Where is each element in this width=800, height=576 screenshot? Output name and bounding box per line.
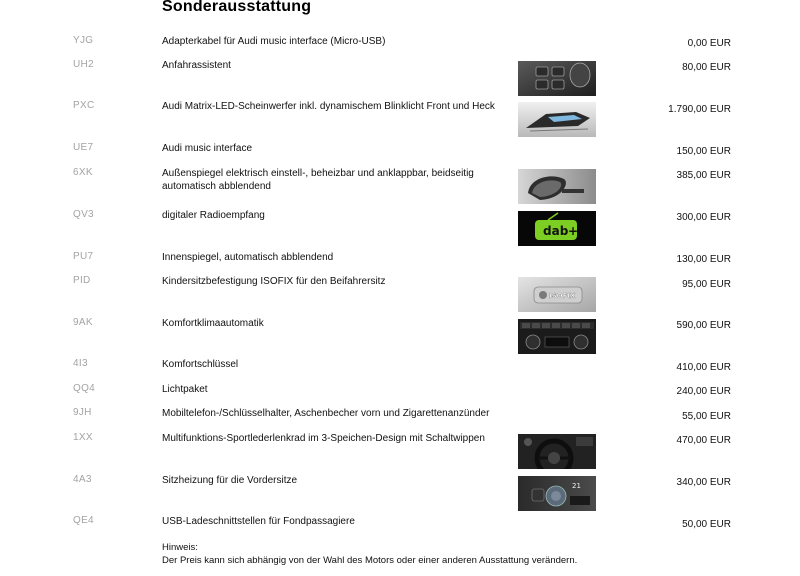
option-price: 130,00 EUR	[676, 254, 731, 265]
option-code: UH2	[73, 59, 94, 70]
option-code: 4I3	[73, 358, 88, 369]
option-row	[0, 167, 800, 207]
option-price: 470,00 EUR	[676, 435, 731, 446]
option-description: Audi Matrix-LED-Scheinwerfer inkl. dynamischem Blinklicht Front und Heck	[162, 101, 495, 112]
side-mirror-photo	[518, 169, 596, 204]
option-row	[0, 275, 800, 315]
option-price: 240,00 EUR	[676, 386, 731, 397]
option-description: Audi music interface	[162, 143, 253, 154]
option-code: QV3	[73, 209, 94, 220]
option-description: Innenspiegel, automatisch abblendend	[162, 252, 334, 263]
option-description: Komfortklimaautomatik	[162, 318, 264, 329]
gear-selector-photo	[518, 61, 596, 96]
section-title: Sonderausstattung	[162, 0, 312, 15]
option-price: 80,00 EUR	[682, 62, 731, 73]
option-price: 340,00 EUR	[676, 477, 731, 488]
option-price: 410,00 EUR	[676, 362, 731, 373]
option-price: 590,00 EUR	[676, 320, 731, 331]
option-description: digitaler Radioempfang	[162, 210, 265, 221]
option-price: 300,00 EUR	[676, 212, 731, 223]
option-code: 4A3	[73, 474, 92, 485]
seat-heating-photo	[518, 476, 596, 511]
option-row	[0, 474, 800, 514]
svg-text:dab: dab	[543, 224, 569, 238]
option-code: PU7	[73, 251, 94, 262]
option-code: PID	[73, 275, 91, 286]
option-row	[0, 317, 800, 357]
option-code: 6XK	[73, 167, 93, 178]
isofix-photo	[518, 277, 596, 312]
option-description: Lichtpaket	[162, 384, 208, 395]
option-price: 95,00 EUR	[682, 279, 731, 290]
option-code: YJG	[73, 35, 94, 46]
option-code: PXC	[73, 100, 95, 111]
option-row	[0, 142, 800, 164]
option-row	[0, 358, 800, 380]
svg-text:+: +	[568, 224, 579, 238]
option-row	[0, 59, 800, 99]
option-price: 55,00 EUR	[682, 411, 731, 422]
option-description: Multifunktions-Sportlederlenkrad im 3-Speichen-Design mit Schaltwippen	[162, 433, 485, 444]
option-row	[0, 515, 800, 537]
option-row	[0, 383, 800, 405]
option-price: 385,00 EUR	[676, 170, 731, 181]
note-text: Der Preis kann sich abhängig von der Wahl des Motors oder einer anderen Ausstattung verändern.	[162, 555, 578, 566]
option-description: Adapterkabel für Audi music interface (Micro-USB)	[162, 36, 386, 47]
dab-logo	[518, 211, 596, 246]
option-code: UE7	[73, 142, 94, 153]
option-price: 1.790,00 EUR	[668, 104, 731, 115]
option-row	[0, 209, 800, 249]
option-description: USB-Ladeschnittstellen für Fondpassagiere	[162, 516, 355, 527]
option-price: 150,00 EUR	[676, 146, 731, 157]
option-description: Außenspiegel elektrisch einstell-, beheizbar und anklappbar, beidseitig automatisch abblendend	[162, 168, 474, 192]
option-price: 50,00 EUR	[682, 519, 731, 530]
option-code: QE4	[73, 515, 94, 526]
climate-control-photo	[518, 319, 596, 354]
option-row	[0, 100, 800, 142]
svg-text:21: 21	[572, 482, 581, 490]
option-price: 0,00 EUR	[687, 38, 731, 49]
option-row	[0, 407, 800, 429]
option-description: Mobiltelefon-/Schlüsselhalter, Aschenbecher vorn und Zigarettenanzünder	[162, 408, 490, 419]
option-description: Anfahrassistent	[162, 60, 231, 71]
steering-wheel-photo	[518, 434, 596, 469]
option-description: Sitzheizung für die Vordersitze	[162, 475, 298, 486]
option-code: 9JH	[73, 407, 92, 418]
option-code: 9AK	[73, 317, 93, 328]
price-note	[162, 541, 577, 567]
option-code: QQ4	[73, 383, 96, 394]
svg-text:ISOFIX: ISOFIX	[549, 292, 576, 300]
option-row	[0, 432, 800, 472]
option-description: Kindersitzbefestigung ISOFIX für den Beifahrersitz	[162, 276, 386, 287]
option-row	[0, 251, 800, 273]
option-code: 1XX	[73, 432, 93, 443]
option-description: Komfortschlüssel	[162, 359, 239, 370]
note-label: Hinweis:	[162, 542, 198, 553]
headlight-photo	[518, 102, 596, 137]
option-row	[0, 35, 800, 55]
